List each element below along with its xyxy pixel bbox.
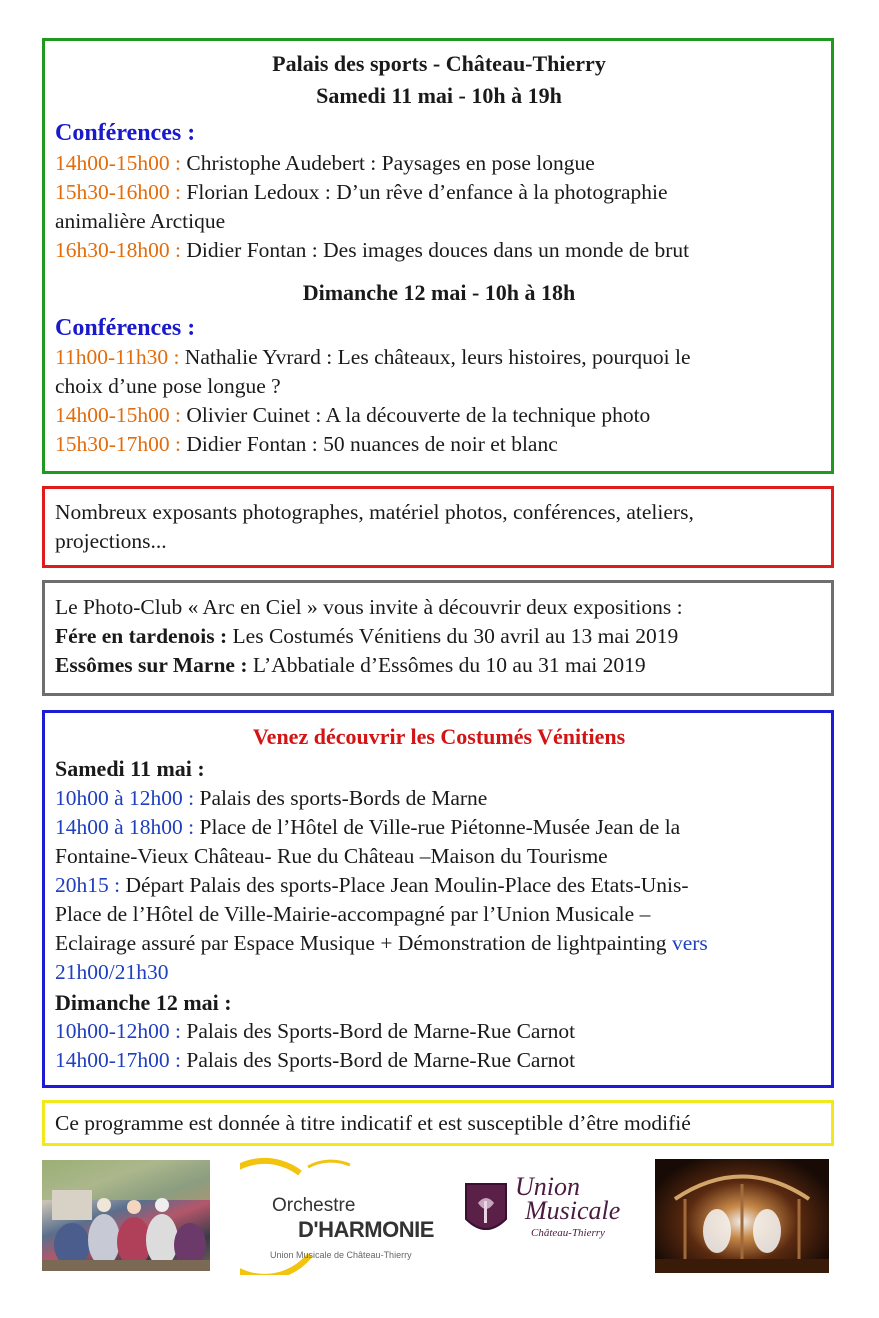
- union-subtitle: Château-Thierry: [531, 1227, 605, 1239]
- conference-time: 14h00-15h00 :: [55, 403, 182, 427]
- sunday-heading: Dimanche 12 mai :: [55, 990, 232, 1015]
- disclaimer-text: Ce programme est donnée à titre indicatif et est susceptible d’être modifié: [55, 1111, 691, 1135]
- conference-item: [55, 343, 823, 372]
- schedule-text-continued: Place de l’Hôtel de Ville-Mairie-accompagné par l’Union Musicale –: [55, 902, 651, 926]
- lightpainting-illustration: [655, 1159, 829, 1273]
- schedule-text: Palais des sports-Bords de Marne: [194, 786, 488, 810]
- schedule-item: [55, 784, 823, 813]
- schedule-text: Départ Palais des sports-Place Jean Moulin-Place des Etats-Unis-: [120, 873, 689, 897]
- schedule-time: 20h15 :: [55, 873, 121, 897]
- conference-text: Florian Ledoux : D’un rêve d’enfance à la photographie: [181, 180, 668, 204]
- event-location-title: Palais des sports - Château-Thierry: [272, 51, 606, 76]
- orchestre-title: Orchestre: [272, 1195, 356, 1216]
- conference-time: 11h00-11h30 :: [55, 345, 180, 369]
- conference-time: 15h30-17h00 :: [55, 432, 182, 456]
- schedule-text-continued: [55, 929, 823, 958]
- union-musicale-crest-icon: [463, 1181, 509, 1241]
- schedule-text: Palais des Sports-Bord de Marne-Rue Carnot: [181, 1019, 576, 1043]
- harmonie-title: D'HARMONIE: [298, 1217, 434, 1242]
- palais-des-sports-section: [42, 38, 834, 474]
- conference-text: Didier Fontan : Des images douces dans un monde de brut: [181, 238, 690, 262]
- schedule-time: 14h00 à 18h00 :: [55, 815, 195, 839]
- exhibition-item: [55, 651, 823, 680]
- schedule-time-continued: 21h00/21h30: [55, 960, 169, 984]
- exhibitors-section: [42, 486, 834, 568]
- saturday-heading: Samedi 11 mai :: [55, 756, 205, 781]
- schedule-item: [55, 1017, 823, 1046]
- exhibition-text: L’Abbatiale d’Essômes du 10 au 31 mai 2019: [247, 653, 646, 677]
- conference-item: [55, 149, 823, 178]
- saturday-hours-title: Samedi 11 mai - 10h à 19h: [316, 83, 562, 108]
- venetian-section-title: Venez découvrir les Costumés Vénitiens: [252, 724, 626, 749]
- exhibitors-text-line1: Nombreux exposants photographes, matériel photos, conférences, ateliers,: [55, 500, 694, 524]
- photo-club-intro: Le Photo-Club « Arc en Ciel » vous invite à découvrir deux expositions :: [55, 595, 683, 619]
- exhibitors-text-line2: projections...: [55, 529, 167, 553]
- exhibition-place: Fére en tardenois :: [55, 624, 228, 648]
- conferences-heading-sunday: Conférences :: [55, 315, 196, 341]
- photo-club-section: [42, 580, 834, 696]
- conference-text-continued: animalière Arctique: [55, 209, 226, 233]
- schedule-text: Palais des Sports-Bord de Marne-Rue Carnot: [181, 1048, 576, 1072]
- union-title: Union: [515, 1172, 580, 1201]
- lightpainting-photo: [655, 1159, 829, 1273]
- conference-text: Nathalie Yvrard : Les châteaux, leurs histoires, pourquoi le: [179, 345, 691, 369]
- exhibition-item: [55, 622, 823, 651]
- musicale-title: Musicale: [525, 1196, 621, 1225]
- conference-item: [55, 178, 823, 207]
- orchestre-subtitle: Union Musicale de Château-Thierry: [270, 1250, 412, 1260]
- schedule-time: 10h00 à 12h00 :: [55, 786, 195, 810]
- schedule-time: 10h00-12h00 :: [55, 1019, 182, 1043]
- schedule-text: Eclairage assuré par Espace Musique + Démonstration de lightpainting: [55, 931, 672, 955]
- conference-text: Didier Fontan : 50 nuances de noir et blanc: [181, 432, 558, 456]
- union-musicale-logo: [455, 1163, 635, 1273]
- exhibition-place: Essômes sur Marne :: [55, 653, 248, 677]
- schedule-time: vers: [671, 931, 708, 955]
- conference-time: 15h30-16h00 :: [55, 180, 182, 204]
- schedule-item: [55, 813, 823, 842]
- schedule-time: 14h00-17h00 :: [55, 1048, 182, 1072]
- conference-text: Christophe Audebert : Paysages en pose longue: [181, 151, 595, 175]
- conference-time: 14h00-15h00 :: [55, 151, 182, 175]
- conferences-heading-saturday: Conférences :: [55, 120, 196, 146]
- conference-text-continued: choix d’une pose longue ?: [55, 374, 281, 398]
- conference-item: [55, 401, 823, 430]
- schedule-item: [55, 871, 823, 900]
- conference-item: [55, 236, 823, 265]
- schedule-text: Place de l’Hôtel de Ville-rue Piétonne-Musée Jean de la: [194, 815, 681, 839]
- exhibition-text: Les Costumés Vénitiens du 30 avril au 13 mai 2019: [227, 624, 679, 648]
- schedule-text-continued: Fontaine-Vieux Château- Rue du Château –Maison du Tourisme: [55, 844, 608, 868]
- schedule-item: [55, 1046, 823, 1075]
- disclaimer-section: [42, 1100, 834, 1146]
- venetian-costumes-photo: [42, 1160, 210, 1271]
- venetian-costumes-section: [42, 710, 834, 1088]
- venetian-costumes-illustration: [42, 1160, 210, 1271]
- sunday-hours-title: Dimanche 12 mai - 10h à 18h: [302, 280, 576, 305]
- conference-item: [55, 430, 823, 459]
- conference-text: Olivier Cuinet : A la découverte de la technique photo: [181, 403, 651, 427]
- partner-logos-row: [0, 1155, 879, 1285]
- conference-time: 16h30-18h00 :: [55, 238, 182, 262]
- orchestre-harmonie-logo: [240, 1155, 434, 1275]
